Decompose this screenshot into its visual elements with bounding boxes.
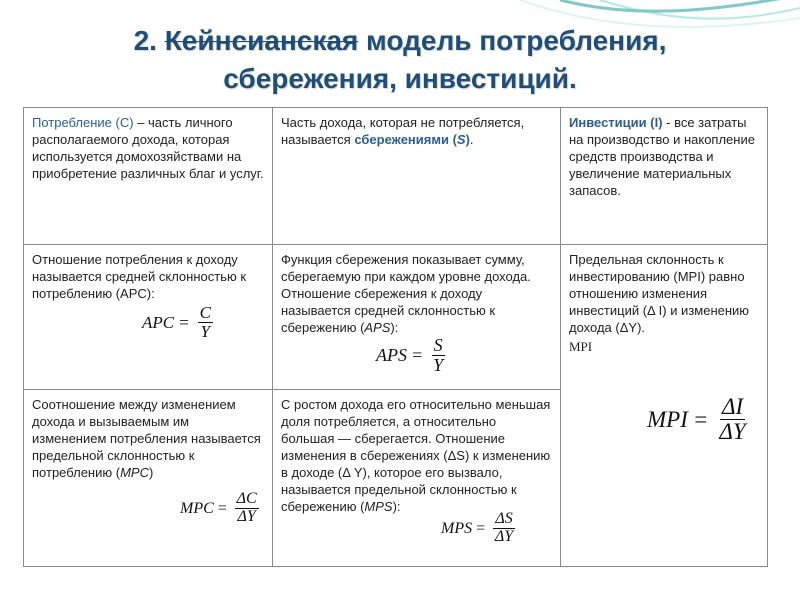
page-title — [0, 22, 800, 98]
cell-investment-definition: Инвестиции (I) - все затраты на производство и накопление средств производства и увеличение материальных запасов. — [561, 108, 768, 245]
apc-formula: APC = $\frac{C}{Y}$ — [142, 303, 211, 341]
concepts-table — [23, 107, 768, 567]
mpi-formula: MPI = $\frac{\Delta I}{\Delta Y}$ — [647, 394, 746, 445]
cell-mpi: Предельная склонность к инвестированию (MPI) равно отношению изменения инвестиций (Δ I) и изменению дохода (ΔY). MPI MPI = $\frac{\Delta I}{\Delta Y}$ — [561, 245, 768, 567]
cell-aps: Функция сбережения показывает сумму, сберегаемую при каждом уровне дохода. Отношение сбережения к доходу называется средней склонностью к сбережению (APS): APS = $\frac{S}{Y}$ — [273, 245, 561, 390]
table-row — [24, 108, 768, 245]
cell-mps: С ростом дохода его относительно меньшая доля потребляется, а относительно большая — сберегается. Отношение изменения в сбережениях (ΔS) к изменению в доходе (Δ Y), которое его вызвало, называется предельной склонностью к сбережению (MPS): MPS = $\frac{\Delta S}{\Delta Y}$ — [273, 390, 561, 567]
title-line-1: 2. Кейнсианская модель потребления, — [133, 25, 667, 56]
title-line-2: сбережения, инвестиций. — [223, 63, 577, 94]
cell-consumption-definition: Потребление (С) – часть личного располагаемого дохода, которая используется домохозяйствами на приобретение различных благ и услуг. — [24, 108, 273, 245]
table-row — [24, 245, 768, 390]
cell-apc: Отношение потребления к доходу называется средней склонностью к потреблению (APC): APC = $\frac{C}{Y}$ — [24, 245, 273, 390]
cell-mpc: Соотношение между изменением дохода и вызываемым им изменением потребления называется предельной склонностью к потреблению (MPC) MPC = $\frac{\Delta C}{\Delta Y}$ — [24, 390, 273, 567]
title-strike-word: Кейнсианская — [164, 25, 359, 56]
mpc-formula: MPC = $\frac{\Delta C}{\Delta Y}$ — [180, 490, 257, 525]
mps-formula: MPS = $\frac{\Delta S}{\Delta Y}$ — [441, 510, 514, 545]
aps-formula: APS = $\frac{S}{Y}$ — [376, 335, 444, 375]
cell-savings-definition: Часть дохода, которая не потребляется, называется сбережениями (S). — [273, 108, 561, 245]
